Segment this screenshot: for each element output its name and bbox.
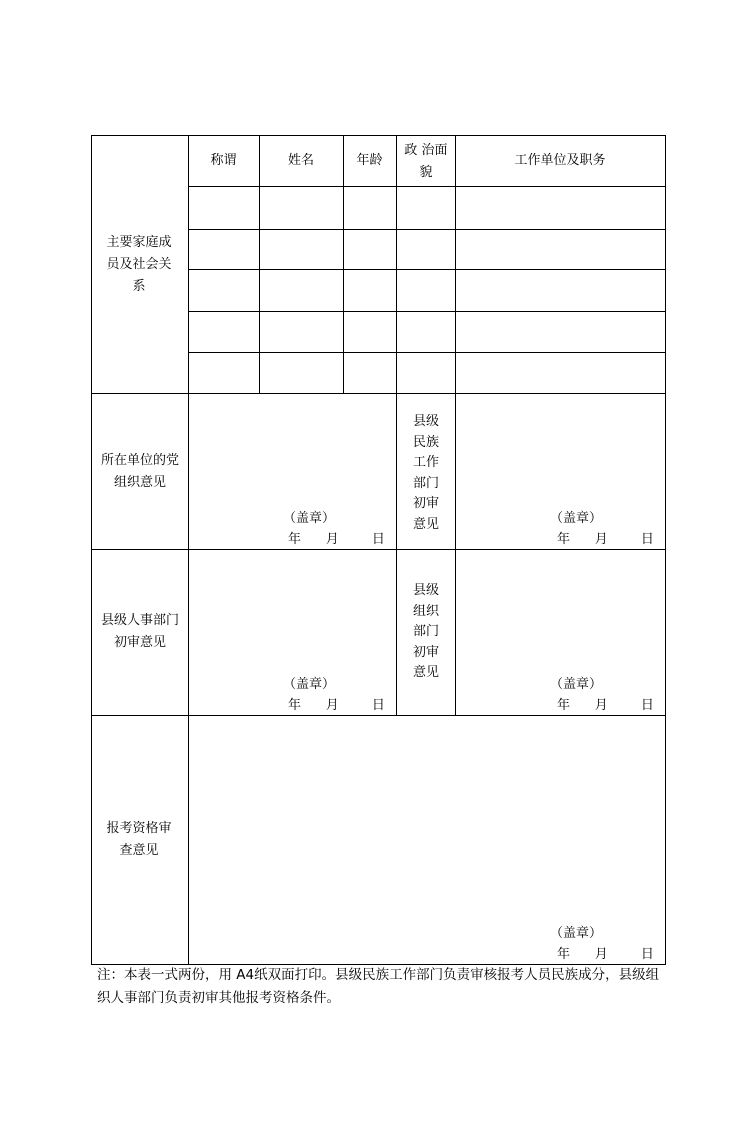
header-name: 姓名 xyxy=(287,153,314,168)
family-col-line xyxy=(259,135,260,393)
header-work: 工作单位及职务 xyxy=(514,153,606,168)
family-col-line xyxy=(455,135,456,393)
hr-opinion-stamp: （盖章） xyxy=(283,677,336,692)
header-title: 称谓 xyxy=(210,153,237,168)
table-border-right xyxy=(665,135,666,965)
header-political: 政 治面 貌 xyxy=(404,143,448,180)
section-divider xyxy=(91,393,666,394)
party-opinion-stamp: （盖章） xyxy=(283,511,336,526)
family-col-line xyxy=(343,135,344,393)
header-age: 年龄 xyxy=(356,153,383,168)
ethnic-opinion-date: 年 月 日 xyxy=(557,532,654,547)
table-border-top xyxy=(91,135,666,136)
review-stamp: （盖章） xyxy=(550,926,603,941)
family-col-line xyxy=(396,135,397,393)
family-section-label: 主要家庭成员及社会关系 xyxy=(106,235,172,294)
hr-opinion-date: 年 月 日 xyxy=(288,698,385,713)
org-opinion-stamp: （盖章） xyxy=(550,677,603,692)
label-column-divider xyxy=(188,135,189,965)
review-label: 报考资格审查意见 xyxy=(106,821,172,858)
opinion-col-line xyxy=(455,393,456,716)
ethnic-opinion-stamp: （盖章） xyxy=(550,511,603,526)
table-border-left xyxy=(91,135,92,965)
org-opinion-label: 县级组织部门初审意见 xyxy=(412,583,439,680)
footnote: 注：本表一式两份，用 A4纸双面打印。县级民族工作部门负责审核报考人员民族成分，县级组织人事部门负责初审其他报考资格条件。 xyxy=(97,967,660,1006)
org-opinion-date: 年 月 日 xyxy=(557,698,654,713)
party-opinion-label: 所在单位的党组织意见 xyxy=(100,453,179,490)
party-opinion-date: 年 月 日 xyxy=(288,532,385,547)
hr-opinion-label: 县级人事部门初审意见 xyxy=(100,613,179,650)
ethnic-opinion-label: 县级民族工作部门初审意见 xyxy=(412,414,439,532)
opinion-col-line xyxy=(396,393,397,716)
review-date: 年 月 日 xyxy=(557,947,654,962)
